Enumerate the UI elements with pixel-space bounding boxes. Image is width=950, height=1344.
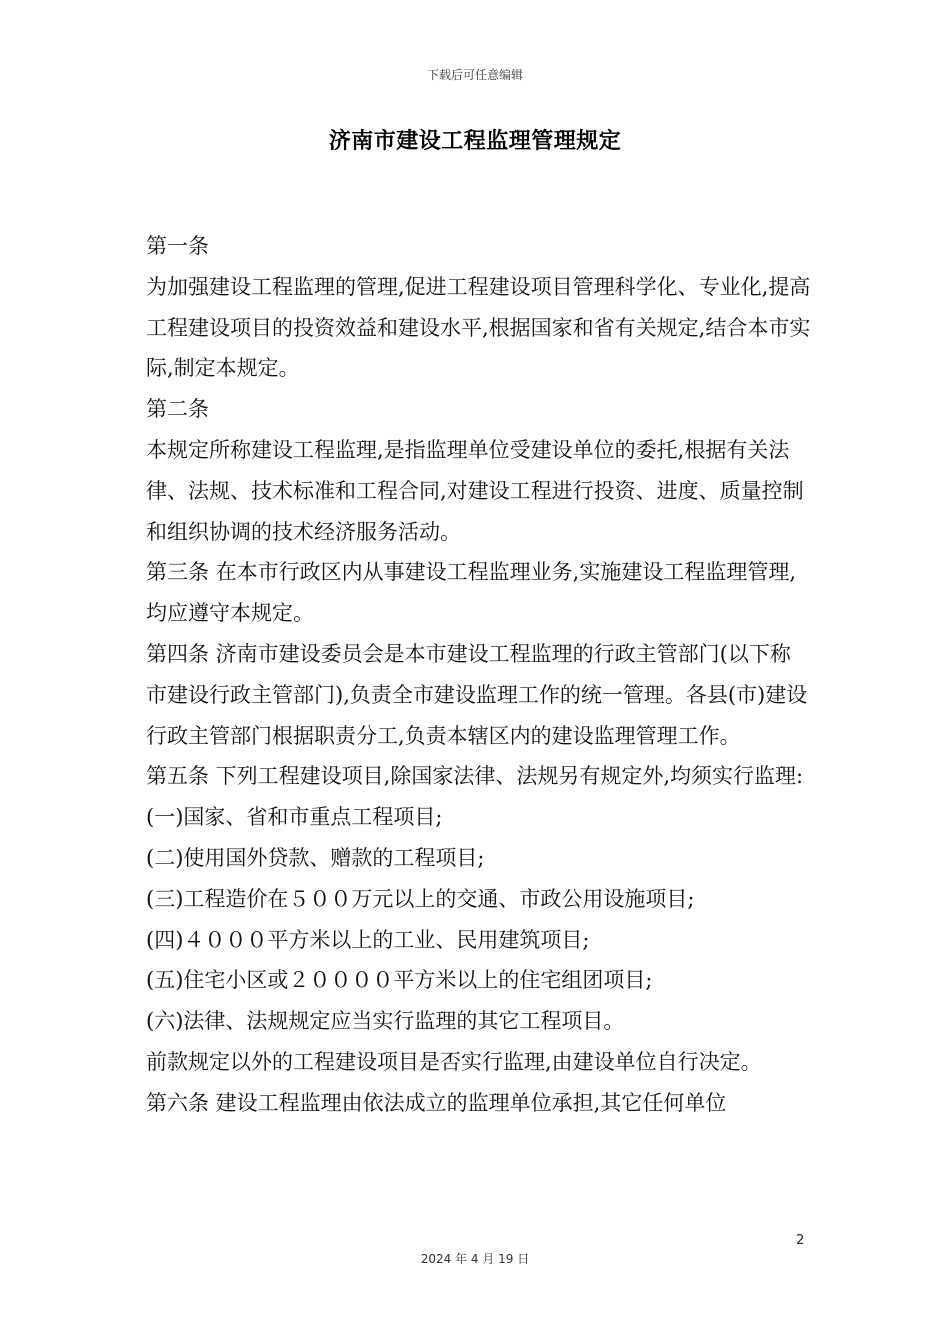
article-5-item-6: (六)法律、法规规定应当实行监理的其它工程项目。 — [146, 1009, 625, 1034]
article-5-note: 前款规定以外的工程建设项目是否实行监理,由建设单位自行决定。 — [146, 1049, 762, 1074]
article-5-item-2: (二)使用国外贷款、赠款的工程项目; — [146, 845, 485, 870]
article-5-item-4: (四)４０００平方米以上的工业、民用建筑项目; — [146, 927, 590, 952]
article-2-text: 本规定所称建设工程监理,是指监理单位受建设单位的委托,根据有关法律、法规、技术标准和工程合同,对建设工程进行投资、进度、质量控制和组织协调的技术经济服务活动。 — [146, 437, 804, 544]
article-6: 第六条 建设工程监理由依法成立的监理单位承担,其它任何单位 — [146, 1090, 727, 1115]
article-5-item-3: (三)工程造价在５００万元以上的交通、市政公用设施项目; — [146, 886, 695, 911]
document-body — [146, 226, 811, 1124]
article-1-heading: 第一条 — [146, 234, 209, 258]
article-5-item-5: (五)住宅小区或２００００平方米以上的住宅组团项目; — [146, 968, 653, 993]
document-title: 济南市建设工程监理管理规定 — [328, 129, 622, 154]
article-4: 第四条 济南市建设委员会是本市建设工程监理的行政主管部门(以下称市建设行政主管部门),负责全市建设监理工作的统一管理。各县(市)建设行政主管部门根据职责分工,负责本辖区内的建设监理管理工作。 — [146, 641, 808, 748]
article-1-text: 为加强建设工程监理的管理,促进工程建设项目管理科学化、专业化,提高工程建设项目的投资效益和建设水平,根据国家和省有关规定,结合本市实际,制定本规定。 — [146, 274, 811, 381]
article-5: 第五条 下列工程建设项目,除国家法律、法规另有规定外,均须实行监理: — [146, 764, 804, 789]
article-5-item-1: (一)国家、省和市重点工程项目; — [146, 805, 443, 830]
article-2-heading: 第二条 — [146, 397, 209, 422]
page-number: 2 — [796, 1233, 805, 1248]
article-3: 第三条 在本市行政区内从事建设工程监理业务,实施建设工程监理管理,均应遵守本规定。 — [146, 560, 797, 626]
page-footer-date: 2024 年 4 月 19 日 — [420, 1252, 530, 1266]
page-header-note: 下载后可任意编辑 — [426, 68, 523, 82]
